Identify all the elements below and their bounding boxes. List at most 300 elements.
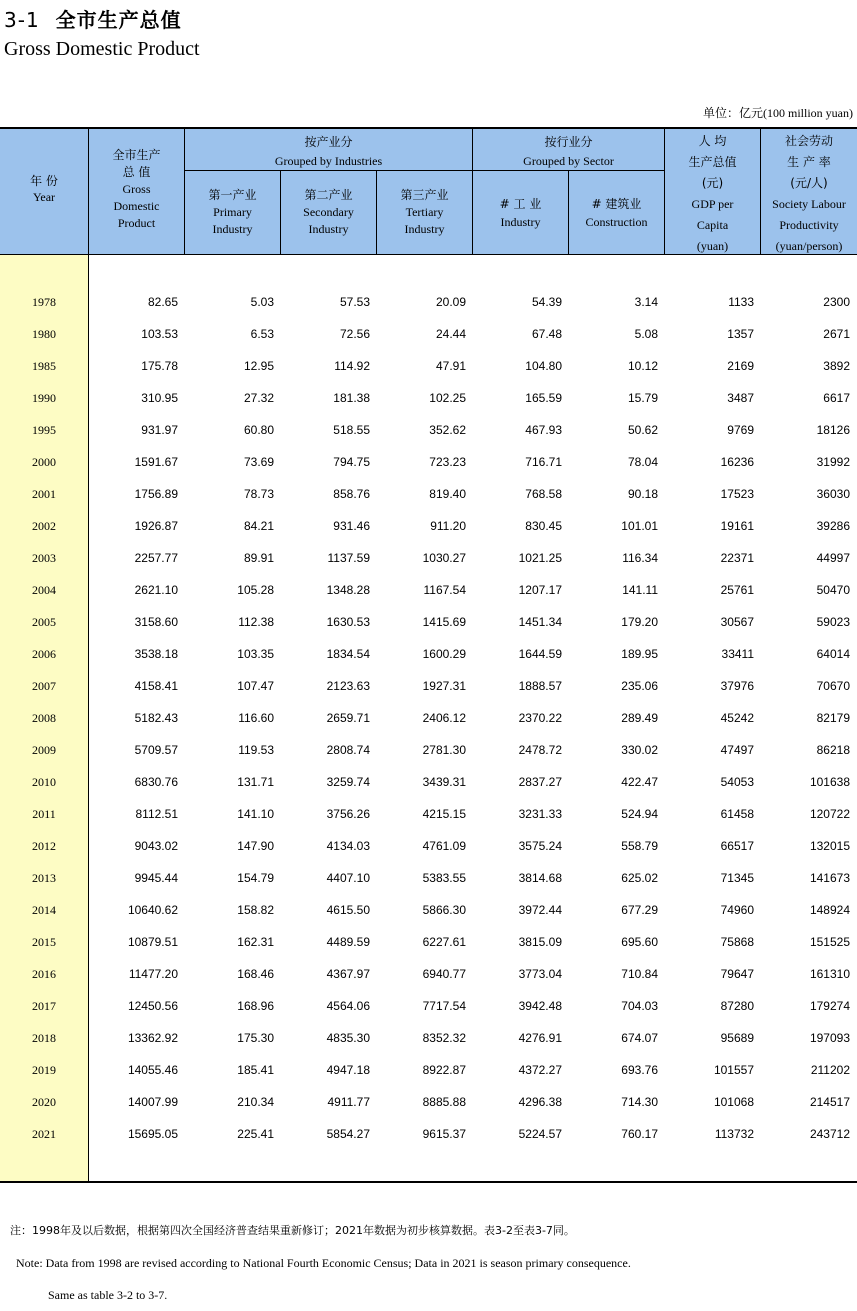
cell-primary: 5.03 bbox=[250, 295, 274, 309]
cell-labour-productivity: 243712 bbox=[809, 1127, 850, 1141]
cell-tertiary: 1927.31 bbox=[422, 679, 466, 693]
cell-secondary: 2123.63 bbox=[326, 679, 370, 693]
table-row bbox=[0, 1022, 857, 1054]
cell-year: 1980 bbox=[32, 327, 56, 341]
cell-construction: 189.95 bbox=[621, 647, 658, 661]
cell-gdp: 12450.56 bbox=[127, 999, 178, 1013]
cell-primary: 116.60 bbox=[238, 711, 274, 725]
table-row bbox=[0, 606, 857, 638]
cell-industry: 165.59 bbox=[525, 391, 562, 405]
unit-label-en: (100 million yuan) bbox=[763, 106, 853, 120]
cell-labour-productivity: 18126 bbox=[816, 423, 850, 437]
cell-primary: 162.31 bbox=[237, 935, 274, 949]
cell-construction: 558.79 bbox=[621, 839, 658, 853]
header-gdp-per-capita: 人 均 生产总值 (元) GDP per Capita (yuan) bbox=[688, 134, 737, 253]
cell-tertiary: 8922.87 bbox=[422, 1063, 466, 1077]
note-english: Note: Data from 1998 are revised according to National Fourth Economic Census; Data in 2021 is season primary consequence. bbox=[16, 1256, 631, 1270]
header-tertiary: 第三产业 Tertiary Industry bbox=[400, 188, 449, 236]
cell-construction: 710.84 bbox=[621, 967, 658, 981]
cell-industry: 4276.91 bbox=[518, 1031, 562, 1045]
cell-construction: 101.01 bbox=[621, 519, 658, 533]
cell-construction: 116.34 bbox=[622, 551, 658, 565]
cell-labour-productivity: 214517 bbox=[809, 1095, 850, 1109]
cell-industry: 3814.68 bbox=[518, 871, 562, 885]
cell-secondary: 5854.27 bbox=[326, 1127, 370, 1141]
cell-primary: 107.47 bbox=[237, 679, 274, 693]
table-bottom-rule bbox=[0, 1181, 857, 1183]
cell-tertiary: 7717.54 bbox=[422, 999, 466, 1013]
cell-secondary: 4134.03 bbox=[326, 839, 370, 853]
cell-year: 2019 bbox=[32, 1063, 56, 1077]
cell-year: 2007 bbox=[32, 679, 56, 693]
header-divider bbox=[472, 129, 473, 254]
cell-labour-productivity: 86218 bbox=[816, 743, 850, 757]
table-number: 3-1 bbox=[4, 8, 40, 32]
cell-gdp-per-capita: 17523 bbox=[720, 487, 754, 501]
cell-industry: 1888.57 bbox=[518, 679, 562, 693]
cell-industry: 2478.72 bbox=[518, 743, 562, 757]
cell-labour-productivity: 148924 bbox=[809, 903, 850, 917]
cell-labour-productivity: 2671 bbox=[823, 327, 850, 341]
header-industry: # 工 业 Industry bbox=[499, 197, 542, 229]
table-row bbox=[0, 862, 857, 894]
header-divider bbox=[760, 129, 761, 254]
cell-gdp-per-capita: 95689 bbox=[720, 1031, 754, 1045]
cell-primary: 78.73 bbox=[243, 487, 274, 501]
cell-labour-productivity: 141673 bbox=[809, 871, 850, 885]
cell-construction: 704.03 bbox=[621, 999, 658, 1013]
cell-gdp-per-capita: 16236 bbox=[720, 455, 754, 469]
cell-industry: 3575.24 bbox=[518, 839, 562, 853]
cell-year: 2005 bbox=[32, 615, 56, 629]
cell-tertiary: 9615.37 bbox=[422, 1127, 466, 1141]
cell-tertiary: 1600.29 bbox=[422, 647, 466, 661]
cell-tertiary: 723.23 bbox=[429, 455, 466, 469]
cell-tertiary: 8885.88 bbox=[422, 1095, 466, 1109]
cell-labour-productivity: 44997 bbox=[816, 551, 850, 565]
cell-industry: 1021.25 bbox=[518, 551, 562, 565]
table-row bbox=[0, 958, 857, 990]
cell-year: 2016 bbox=[32, 967, 56, 981]
cell-construction: 760.17 bbox=[621, 1127, 658, 1141]
cell-tertiary: 911.20 bbox=[430, 519, 466, 533]
header-divider bbox=[88, 129, 89, 254]
unit-label-cn: 单位：亿元 bbox=[702, 106, 763, 120]
cell-gdp: 10879.51 bbox=[127, 935, 178, 949]
cell-gdp-per-capita: 101068 bbox=[713, 1095, 754, 1109]
cell-secondary: 4489.59 bbox=[326, 935, 370, 949]
cell-gdp-per-capita: 33411 bbox=[721, 647, 754, 661]
cell-tertiary: 1030.27 bbox=[422, 551, 466, 565]
header-divider bbox=[568, 171, 569, 254]
table-row bbox=[0, 414, 857, 446]
cell-gdp-per-capita: 66517 bbox=[720, 839, 754, 853]
cell-year: 2014 bbox=[32, 903, 56, 917]
table-row bbox=[0, 542, 857, 574]
cell-gdp: 14055.46 bbox=[127, 1063, 178, 1077]
header-by-industries: 按产业分 Grouped by Industries bbox=[274, 135, 383, 168]
cell-construction: 235.06 bbox=[621, 679, 658, 693]
cell-industry: 1207.17 bbox=[518, 583, 562, 597]
cell-construction: 78.04 bbox=[627, 455, 658, 469]
cell-gdp: 1926.87 bbox=[134, 519, 178, 533]
cell-gdp: 6830.76 bbox=[134, 775, 178, 789]
cell-industry: 1451.34 bbox=[518, 615, 562, 629]
cell-primary: 27.32 bbox=[243, 391, 274, 405]
header-labour-productivity: 社会劳动 生 产 率 (元/人) Society Labour Productivity (yuan/person) bbox=[772, 134, 846, 253]
cell-primary: 168.46 bbox=[237, 967, 274, 981]
cell-labour-productivity: 59023 bbox=[816, 615, 850, 629]
cell-tertiary: 4761.09 bbox=[422, 839, 466, 853]
cell-gdp-per-capita: 37976 bbox=[720, 679, 754, 693]
table-row bbox=[0, 894, 857, 926]
title-chinese: 全市生产总值 bbox=[55, 8, 182, 32]
table-row bbox=[0, 990, 857, 1022]
header-primary: 第一产业 Primary Industry bbox=[208, 188, 257, 236]
cell-gdp-per-capita: 75868 bbox=[720, 935, 754, 949]
cell-year: 2021 bbox=[32, 1127, 56, 1141]
cell-secondary: 4615.50 bbox=[326, 903, 370, 917]
cell-tertiary: 2781.30 bbox=[422, 743, 466, 757]
cell-secondary: 4947.18 bbox=[326, 1063, 370, 1077]
note-chinese: 注：1998年及以后数据，根据第四次全国经济普查结果重新修订；2021年数据为初步核算数据。表3-2至表3-7同。 bbox=[10, 1224, 575, 1237]
cell-labour-productivity: 211202 bbox=[810, 1063, 850, 1077]
cell-year: 2012 bbox=[32, 839, 56, 853]
cell-gdp: 82.65 bbox=[147, 295, 178, 309]
header-divider bbox=[376, 171, 377, 254]
cell-gdp: 3538.18 bbox=[134, 647, 178, 661]
table-row bbox=[0, 702, 857, 734]
cell-gdp-per-capita: 101557 bbox=[713, 1063, 754, 1077]
cell-industry: 4296.38 bbox=[518, 1095, 562, 1109]
cell-tertiary: 24.44 bbox=[435, 327, 466, 341]
cell-construction: 674.07 bbox=[621, 1031, 658, 1045]
cell-industry: 5224.57 bbox=[518, 1127, 562, 1141]
cell-construction: 10.12 bbox=[627, 359, 658, 373]
cell-year: 2018 bbox=[32, 1031, 56, 1045]
table-row bbox=[0, 638, 857, 670]
cell-gdp-per-capita: 1133 bbox=[728, 295, 754, 309]
cell-primary: 158.82 bbox=[237, 903, 274, 917]
cell-secondary: 1137.59 bbox=[327, 551, 370, 565]
cell-gdp-per-capita: 54053 bbox=[720, 775, 754, 789]
cell-gdp-per-capita: 61458 bbox=[720, 807, 754, 821]
cell-industry: 3942.48 bbox=[518, 999, 562, 1013]
cell-gdp-per-capita: 45242 bbox=[720, 711, 754, 725]
cell-construction: 695.60 bbox=[621, 935, 658, 949]
cell-industry: 467.93 bbox=[525, 423, 562, 437]
cell-gdp-per-capita: 79647 bbox=[720, 967, 754, 981]
table-row bbox=[0, 670, 857, 702]
header-divider bbox=[184, 129, 185, 254]
table-row bbox=[0, 1054, 857, 1086]
cell-secondary: 72.56 bbox=[339, 327, 370, 341]
cell-primary: 168.96 bbox=[237, 999, 274, 1013]
cell-primary: 89.91 bbox=[243, 551, 274, 565]
cell-primary: 84.21 bbox=[243, 519, 274, 533]
cell-gdp: 2621.10 bbox=[134, 583, 178, 597]
cell-construction: 15.79 bbox=[627, 391, 658, 405]
cell-industry: 54.39 bbox=[531, 295, 562, 309]
cell-year: 1995 bbox=[32, 423, 56, 437]
cell-labour-productivity: 6617 bbox=[823, 391, 850, 405]
cell-tertiary: 4215.15 bbox=[422, 807, 466, 821]
cell-industry: 4372.27 bbox=[518, 1063, 562, 1077]
cell-gdp: 931.97 bbox=[141, 423, 178, 437]
cell-labour-productivity: 82179 bbox=[816, 711, 850, 725]
cell-gdp: 3158.60 bbox=[134, 615, 178, 629]
cell-construction: 422.47 bbox=[621, 775, 658, 789]
table-row bbox=[0, 926, 857, 958]
cell-tertiary: 6227.61 bbox=[422, 935, 466, 949]
cell-year: 1985 bbox=[32, 359, 56, 373]
header-gdp: 全市生产 总 值 Gross Domestic Product bbox=[112, 148, 161, 230]
cell-labour-productivity: 179274 bbox=[809, 999, 850, 1013]
cell-industry: 3972.44 bbox=[518, 903, 562, 917]
cell-construction: 3.14 bbox=[634, 295, 658, 309]
table-row bbox=[0, 510, 857, 542]
cell-gdp: 14007.99 bbox=[127, 1095, 178, 1109]
cell-secondary: 1834.54 bbox=[326, 647, 370, 661]
cell-primary: 12.95 bbox=[243, 359, 274, 373]
header-divider bbox=[664, 129, 665, 254]
cell-gdp: 10640.62 bbox=[127, 903, 178, 917]
table-row bbox=[0, 734, 857, 766]
cell-year: 1978 bbox=[32, 295, 56, 309]
cell-gdp: 11477.20 bbox=[128, 967, 178, 981]
cell-primary: 103.35 bbox=[237, 647, 274, 661]
cell-secondary: 4564.06 bbox=[326, 999, 370, 1013]
table-row bbox=[0, 446, 857, 478]
cell-industry: 3773.04 bbox=[518, 967, 562, 981]
cell-primary: 210.34 bbox=[237, 1095, 274, 1109]
cell-secondary: 114.92 bbox=[334, 359, 370, 373]
cell-construction: 141.11 bbox=[622, 583, 658, 597]
cell-primary: 225.41 bbox=[237, 1127, 274, 1141]
cell-labour-productivity: 3892 bbox=[823, 359, 850, 373]
cell-gdp: 4158.41 bbox=[134, 679, 178, 693]
cell-gdp: 1756.89 bbox=[134, 487, 178, 501]
header-divider bbox=[184, 170, 664, 171]
table-row bbox=[0, 830, 857, 862]
cell-tertiary: 102.25 bbox=[429, 391, 466, 405]
cell-year: 2006 bbox=[32, 647, 56, 661]
table-row bbox=[0, 478, 857, 510]
cell-gdp: 5709.57 bbox=[134, 743, 178, 757]
table-row bbox=[0, 382, 857, 414]
cell-construction: 677.29 bbox=[621, 903, 658, 917]
cell-gdp-per-capita: 113732 bbox=[714, 1127, 754, 1141]
cell-industry: 2370.22 bbox=[518, 711, 562, 725]
cell-gdp: 103.53 bbox=[141, 327, 178, 341]
header-secondary: 第二产业 Secondary Industry bbox=[303, 188, 354, 236]
table-row bbox=[0, 318, 857, 350]
cell-secondary: 1348.28 bbox=[326, 583, 370, 597]
cell-labour-productivity: 132015 bbox=[809, 839, 850, 853]
cell-year: 2010 bbox=[32, 775, 56, 789]
cell-construction: 524.94 bbox=[621, 807, 658, 821]
cell-secondary: 518.55 bbox=[333, 423, 370, 437]
cell-secondary: 181.38 bbox=[333, 391, 370, 405]
cell-primary: 112.38 bbox=[238, 615, 274, 629]
cell-industry: 2837.27 bbox=[518, 775, 562, 789]
cell-construction: 330.02 bbox=[621, 743, 658, 757]
cell-gdp: 175.78 bbox=[141, 359, 178, 373]
header-year: 年 份 Year bbox=[30, 174, 58, 204]
cell-gdp-per-capita: 47497 bbox=[720, 743, 754, 757]
cell-labour-productivity: 39286 bbox=[816, 519, 850, 533]
cell-year: 2009 bbox=[32, 743, 56, 757]
cell-labour-productivity: 70670 bbox=[816, 679, 850, 693]
cell-primary: 154.79 bbox=[237, 871, 274, 885]
cell-construction: 5.08 bbox=[634, 327, 658, 341]
cell-year: 2004 bbox=[32, 583, 56, 597]
cell-secondary: 4367.97 bbox=[326, 967, 370, 981]
header-by-sector: 按行业分 Grouped by Sector bbox=[523, 135, 614, 168]
cell-gdp-per-capita: 1357 bbox=[727, 327, 754, 341]
page-title bbox=[4, 4, 182, 33]
cell-primary: 185.41 bbox=[237, 1063, 274, 1077]
cell-primary: 6.53 bbox=[250, 327, 274, 341]
cell-industry: 3815.09 bbox=[518, 935, 562, 949]
cell-labour-productivity: 161310 bbox=[809, 967, 850, 981]
cell-tertiary: 5383.55 bbox=[422, 871, 466, 885]
cell-gdp: 310.95 bbox=[141, 391, 178, 405]
title-english: Gross Domestic Product bbox=[4, 38, 200, 60]
unit-label bbox=[703, 104, 853, 121]
cell-primary: 119.53 bbox=[238, 743, 274, 757]
cell-primary: 105.28 bbox=[237, 583, 274, 597]
header-divider bbox=[280, 171, 281, 254]
cell-year: 1990 bbox=[32, 391, 56, 405]
cell-year: 2011 bbox=[32, 807, 56, 821]
table-header bbox=[0, 129, 857, 255]
table-row bbox=[0, 1118, 857, 1150]
cell-gdp-per-capita: 25761 bbox=[720, 583, 754, 597]
cell-primary: 147.90 bbox=[237, 839, 274, 853]
cell-primary: 175.30 bbox=[237, 1031, 274, 1045]
cell-gdp-per-capita: 19161 bbox=[720, 519, 754, 533]
cell-tertiary: 8352.32 bbox=[422, 1031, 466, 1045]
cell-gdp-per-capita: 3487 bbox=[727, 391, 754, 405]
cell-gdp-per-capita: 2169 bbox=[727, 359, 754, 373]
table-row bbox=[0, 1086, 857, 1118]
cell-industry: 768.58 bbox=[525, 487, 562, 501]
cell-gdp: 5182.43 bbox=[134, 711, 178, 725]
cell-labour-productivity: 50470 bbox=[816, 583, 850, 597]
header-construction: # 建筑业 Construction bbox=[585, 197, 648, 229]
table-row bbox=[0, 350, 857, 382]
cell-construction: 179.20 bbox=[621, 615, 658, 629]
cell-primary: 60.80 bbox=[243, 423, 274, 437]
cell-secondary: 4835.30 bbox=[326, 1031, 370, 1045]
cell-labour-productivity: 36030 bbox=[816, 487, 850, 501]
cell-secondary: 1630.53 bbox=[326, 615, 370, 629]
cell-labour-productivity: 2300 bbox=[823, 295, 850, 309]
cell-year: 2017 bbox=[32, 999, 56, 1013]
cell-primary: 141.10 bbox=[237, 807, 274, 821]
cell-construction: 714.30 bbox=[621, 1095, 658, 1109]
cell-tertiary: 6940.77 bbox=[422, 967, 466, 981]
cell-gdp-per-capita: 9769 bbox=[727, 423, 754, 437]
cell-tertiary: 5866.30 bbox=[422, 903, 466, 917]
cell-construction: 693.76 bbox=[621, 1063, 658, 1077]
table-row bbox=[0, 286, 857, 318]
table-row bbox=[0, 766, 857, 798]
cell-labour-productivity: 31992 bbox=[816, 455, 850, 469]
table-row bbox=[0, 574, 857, 606]
cell-labour-productivity: 151525 bbox=[809, 935, 850, 949]
cell-secondary: 3756.26 bbox=[326, 807, 370, 821]
cell-year: 2002 bbox=[32, 519, 56, 533]
cell-year: 2001 bbox=[32, 487, 56, 501]
cell-secondary: 858.76 bbox=[333, 487, 370, 501]
cell-secondary: 4911.77 bbox=[327, 1095, 370, 1109]
cell-industry: 3231.33 bbox=[518, 807, 562, 821]
cell-construction: 50.62 bbox=[627, 423, 658, 437]
cell-gdp: 13362.92 bbox=[127, 1031, 178, 1045]
cell-gdp: 15695.05 bbox=[127, 1127, 178, 1141]
table-row bbox=[0, 798, 857, 830]
cell-tertiary: 2406.12 bbox=[422, 711, 466, 725]
cell-gdp: 2257.77 bbox=[134, 551, 178, 565]
cell-construction: 90.18 bbox=[627, 487, 658, 501]
cell-gdp-per-capita: 22371 bbox=[720, 551, 754, 565]
cell-industry: 830.45 bbox=[525, 519, 562, 533]
cell-secondary: 4407.10 bbox=[326, 871, 370, 885]
cell-year: 2020 bbox=[32, 1095, 56, 1109]
cell-secondary: 3259.74 bbox=[326, 775, 370, 789]
cell-primary: 73.69 bbox=[243, 455, 274, 469]
cell-tertiary: 352.62 bbox=[429, 423, 466, 437]
cell-secondary: 57.53 bbox=[339, 295, 370, 309]
cell-primary: 131.71 bbox=[237, 775, 274, 789]
cell-tertiary: 47.91 bbox=[435, 359, 466, 373]
cell-labour-productivity: 101638 bbox=[809, 775, 850, 789]
cell-tertiary: 3439.31 bbox=[422, 775, 466, 789]
cell-year: 2015 bbox=[32, 935, 56, 949]
cell-construction: 289.49 bbox=[621, 711, 658, 725]
cell-secondary: 931.46 bbox=[333, 519, 370, 533]
cell-labour-productivity: 64014 bbox=[816, 647, 850, 661]
cell-industry: 1644.59 bbox=[518, 647, 562, 661]
cell-year: 2003 bbox=[32, 551, 56, 565]
cell-labour-productivity: 197093 bbox=[809, 1031, 850, 1045]
cell-gdp: 9945.44 bbox=[134, 871, 178, 885]
cell-tertiary: 20.09 bbox=[435, 295, 466, 309]
cell-year: 2013 bbox=[32, 871, 56, 885]
cell-industry: 104.80 bbox=[525, 359, 562, 373]
cell-construction: 625.02 bbox=[621, 871, 658, 885]
cell-tertiary: 1167.54 bbox=[423, 583, 466, 597]
cell-secondary: 2808.74 bbox=[326, 743, 370, 757]
cell-gdp-per-capita: 30567 bbox=[720, 615, 754, 629]
cell-secondary: 2659.71 bbox=[326, 711, 370, 725]
cell-year: 2008 bbox=[32, 711, 56, 725]
cell-year: 2000 bbox=[32, 455, 56, 469]
cell-labour-productivity: 120722 bbox=[809, 807, 850, 821]
cell-gdp-per-capita: 71345 bbox=[720, 871, 754, 885]
cell-gdp: 8112.51 bbox=[135, 807, 178, 821]
cell-secondary: 794.75 bbox=[333, 455, 370, 469]
cell-gdp-per-capita: 74960 bbox=[720, 903, 754, 917]
cell-gdp-per-capita: 87280 bbox=[720, 999, 754, 1013]
note-english-continued: Same as table 3-2 to 3-7. bbox=[48, 1288, 168, 1302]
cell-industry: 716.71 bbox=[525, 455, 562, 469]
cell-tertiary: 819.40 bbox=[429, 487, 466, 501]
cell-gdp: 1591.67 bbox=[134, 455, 178, 469]
cell-tertiary: 1415.69 bbox=[422, 615, 466, 629]
